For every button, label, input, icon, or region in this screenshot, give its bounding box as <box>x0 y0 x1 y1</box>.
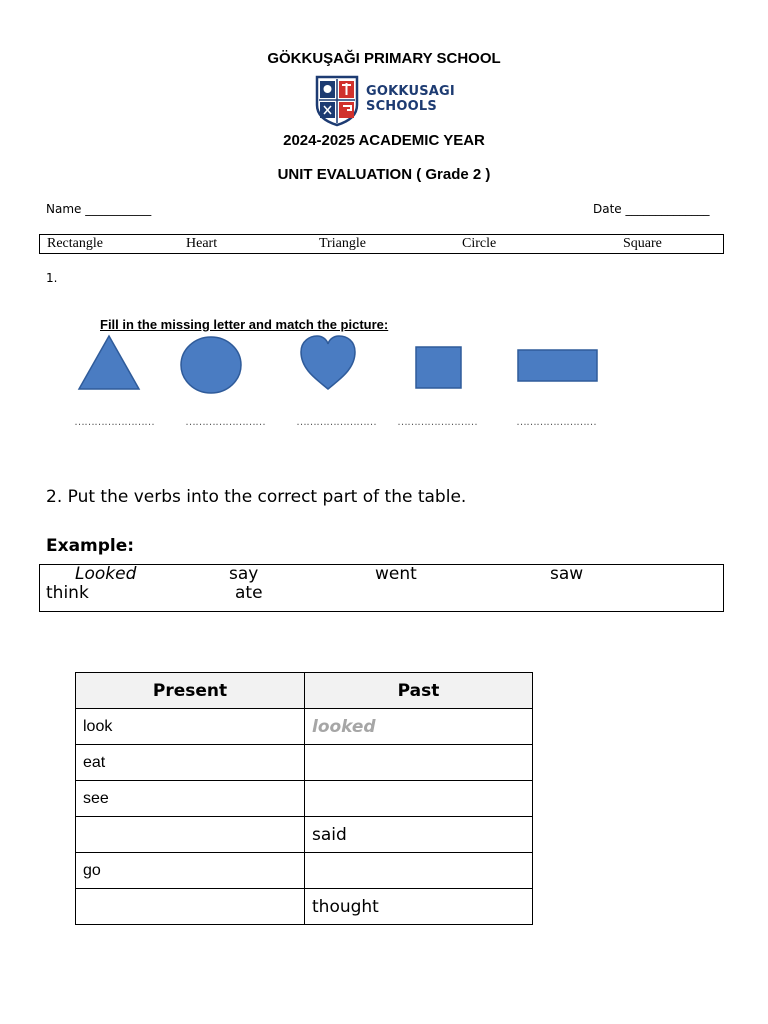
logo-text-line1: GOKKUSAGI <box>366 84 455 99</box>
table-row <box>76 889 533 925</box>
table-row <box>76 781 533 817</box>
answer-blank[interactable]: …………………… <box>185 416 265 428</box>
verb-item: think <box>46 583 89 603</box>
question-1-number: 1. <box>46 271 58 285</box>
triangle-shape <box>79 336 139 389</box>
academic-year: 2024-2025 ACADEMIC YEAR <box>283 132 485 149</box>
square-shape <box>416 347 461 388</box>
word-bank-item: Triangle <box>319 236 366 251</box>
header-present: Present <box>76 673 305 709</box>
past-cell[interactable]: thought <box>305 889 533 925</box>
word-bank-item: Heart <box>186 236 218 251</box>
past-cell[interactable] <box>305 853 533 889</box>
shape-exercise <box>70 312 615 432</box>
verb-item: went <box>375 564 417 584</box>
school-logo <box>314 75 464 127</box>
word-bank-item: Rectangle <box>47 236 103 251</box>
present-cell[interactable] <box>76 889 305 925</box>
rectangle-shape <box>518 350 597 381</box>
word-bank-item: Square <box>623 236 662 251</box>
date-field[interactable]: Date ______________ <box>593 202 710 216</box>
table-header-row <box>76 673 533 709</box>
answer-blank[interactable]: …………………… <box>397 416 477 428</box>
crest-icon <box>314 75 360 127</box>
present-cell[interactable] <box>76 817 305 853</box>
heart-shape <box>301 336 355 389</box>
verb-word-bank <box>39 564 724 612</box>
unit-title: UNIT EVALUATION ( Grade 2 ) <box>277 166 491 183</box>
logo-text-line2: SCHOOLS <box>366 99 437 114</box>
answer-blank[interactable]: …………………… <box>296 416 376 428</box>
present-cell[interactable]: eat <box>76 745 305 781</box>
table-row <box>76 709 533 745</box>
name-field[interactable]: Name ___________ <box>46 202 152 216</box>
verb-item: Looked <box>75 564 137 584</box>
past-cell[interactable] <box>305 781 533 817</box>
example-label: Example: <box>46 536 135 556</box>
school-name: GÖKKUŞAĞI PRIMARY SCHOOL <box>267 50 501 67</box>
present-cell[interactable]: see <box>76 781 305 817</box>
verb-item: saw <box>550 564 584 584</box>
header-past: Past <box>305 673 533 709</box>
word-bank-item: Circle <box>462 236 497 251</box>
table-row <box>76 817 533 853</box>
answer-blank[interactable]: …………………… <box>516 416 596 428</box>
present-cell[interactable]: look <box>76 709 305 745</box>
past-cell[interactable]: looked <box>305 709 533 745</box>
verb-item: say <box>229 564 259 584</box>
table-row <box>76 853 533 889</box>
circle-shape <box>181 337 241 393</box>
exercise-instruction: Fill in the missing letter and match the picture: <box>100 317 389 332</box>
table-row <box>76 745 533 781</box>
past-cell[interactable] <box>305 745 533 781</box>
shape-pictures <box>70 332 615 422</box>
past-cell[interactable]: said <box>305 817 533 853</box>
present-cell[interactable]: go <box>76 853 305 889</box>
verb-item: ate <box>235 583 263 603</box>
shape-word-bank <box>39 234 724 254</box>
logo-text <box>366 84 455 114</box>
verb-table <box>75 672 533 925</box>
answer-blank[interactable]: …………………… <box>74 416 154 428</box>
question-2-instruction: 2. Put the verbs into the correct part of the table. <box>46 487 467 507</box>
